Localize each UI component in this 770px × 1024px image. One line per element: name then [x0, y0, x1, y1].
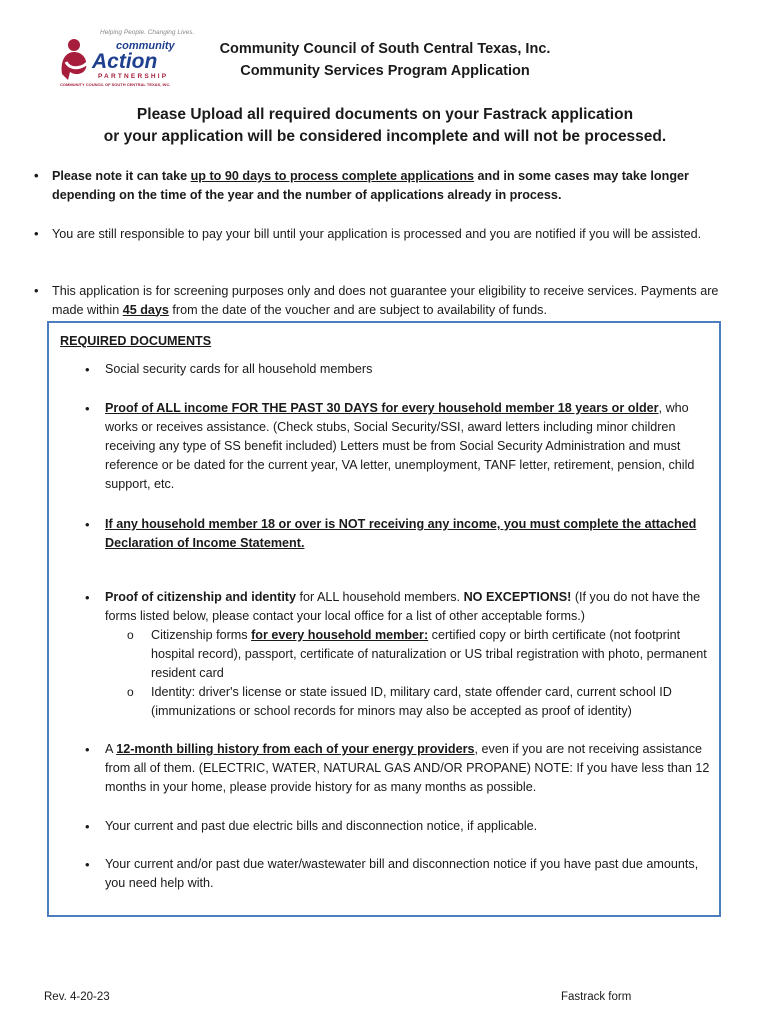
logo-word-action: Action — [92, 50, 158, 73]
revision-date: Rev. 4-20-23 — [44, 991, 110, 1003]
doc-subitem-identity: o Identity: driver's license or state issued ID, military card, state offender card, current school ID (immunizations or school records for minors may also be accepted as proof of identity) — [151, 683, 713, 721]
upload-notice-line2: or your application will be considered incomplete and will not be processed. — [103, 128, 667, 145]
doc-item-electric-bills: • Your current and past due electric bills and disconnection notice, if applicable. — [105, 817, 711, 836]
community-action-logo — [56, 24, 195, 90]
logo-word-community: community — [116, 40, 175, 52]
org-title: Community Council of South Central Texas, Inc. — [219, 41, 551, 57]
processing-time-bullet: • Please note it can take up to 90 days to process complete applications and in some cases may take longer depending on the time of the year and the number of applications already in process. — [52, 167, 724, 204]
doc-item-citizenship-identity: • Proof of citizenship and identity for ALL household members. NO EXCEPTIONS! (If you do not have the forms listed below, please contact your local office for a list of other acceptable forms.) — [105, 588, 711, 626]
logo-word-partnership: PARTNERSHIP — [98, 73, 169, 80]
doc-item-water-bills: • Your current and/or past due water/wastewater bill and disconnection notice if you have past due amounts, you need help with. — [105, 855, 711, 893]
doc-item-billing-history: • A 12-month billing history from each of your energy providers, even if you are not receiving assistance from all of them. (ELECTRIC, WATER, NATURAL GAS AND/OR PROPANE) NOTE: If you have less than 12 months in your home, please provide history for as many months as possible. — [105, 740, 711, 797]
doc-subitem-citizenship-forms: o Citizenship forms for every household member: certified copy or birth certificate (not footprint hospital record), passport, certificate of naturalization or US tribal registration with photo, permanent resident card — [151, 626, 713, 683]
doc-item-no-income-declaration: • If any household member 18 or over is NOT receiving any income, you must complete the attached Declaration of Income Statement. — [105, 515, 711, 553]
doc-item-ss-cards: • Social security cards for all household members — [105, 360, 711, 379]
program-title: Community Services Program Application — [240, 63, 530, 79]
logo-tagline: Helping People. Changing Lives. — [100, 29, 195, 36]
upload-notice-line1: Please Upload all required documents on your Fastrack application — [136, 106, 634, 123]
logo-caption: COMMUNITY COUNCIL OF SOUTH CENTRAL TEXAS, INC. — [60, 82, 171, 87]
doc-item-income-proof: • Proof of ALL income FOR THE PAST 30 DAYS for every household member 18 years or older, who works or receives assistance. (Check stubs, Social Security/SSI, award letters including minor children receiving any type of SS benefit included) Letters must be from Social Security Administration and must reference or be dated for the current year, VA letter, unemployment, TANF letter, retirement, pension, child support, etc. — [105, 399, 711, 494]
screening-purpose-bullet: • This application is for screening purposes only and does not guarantee your eligibility to receive services. Payments are made within 45 days from the date of the voucher and are subject to availability of funds. — [52, 282, 724, 319]
required-documents-title: REQUIRED DOCUMENTS — [60, 334, 212, 348]
form-name: Fastrack form — [561, 991, 632, 1003]
bill-responsibility-bullet: • You are still responsible to pay your bill until your application is processed and you are notified if you will be assisted. — [52, 225, 724, 244]
